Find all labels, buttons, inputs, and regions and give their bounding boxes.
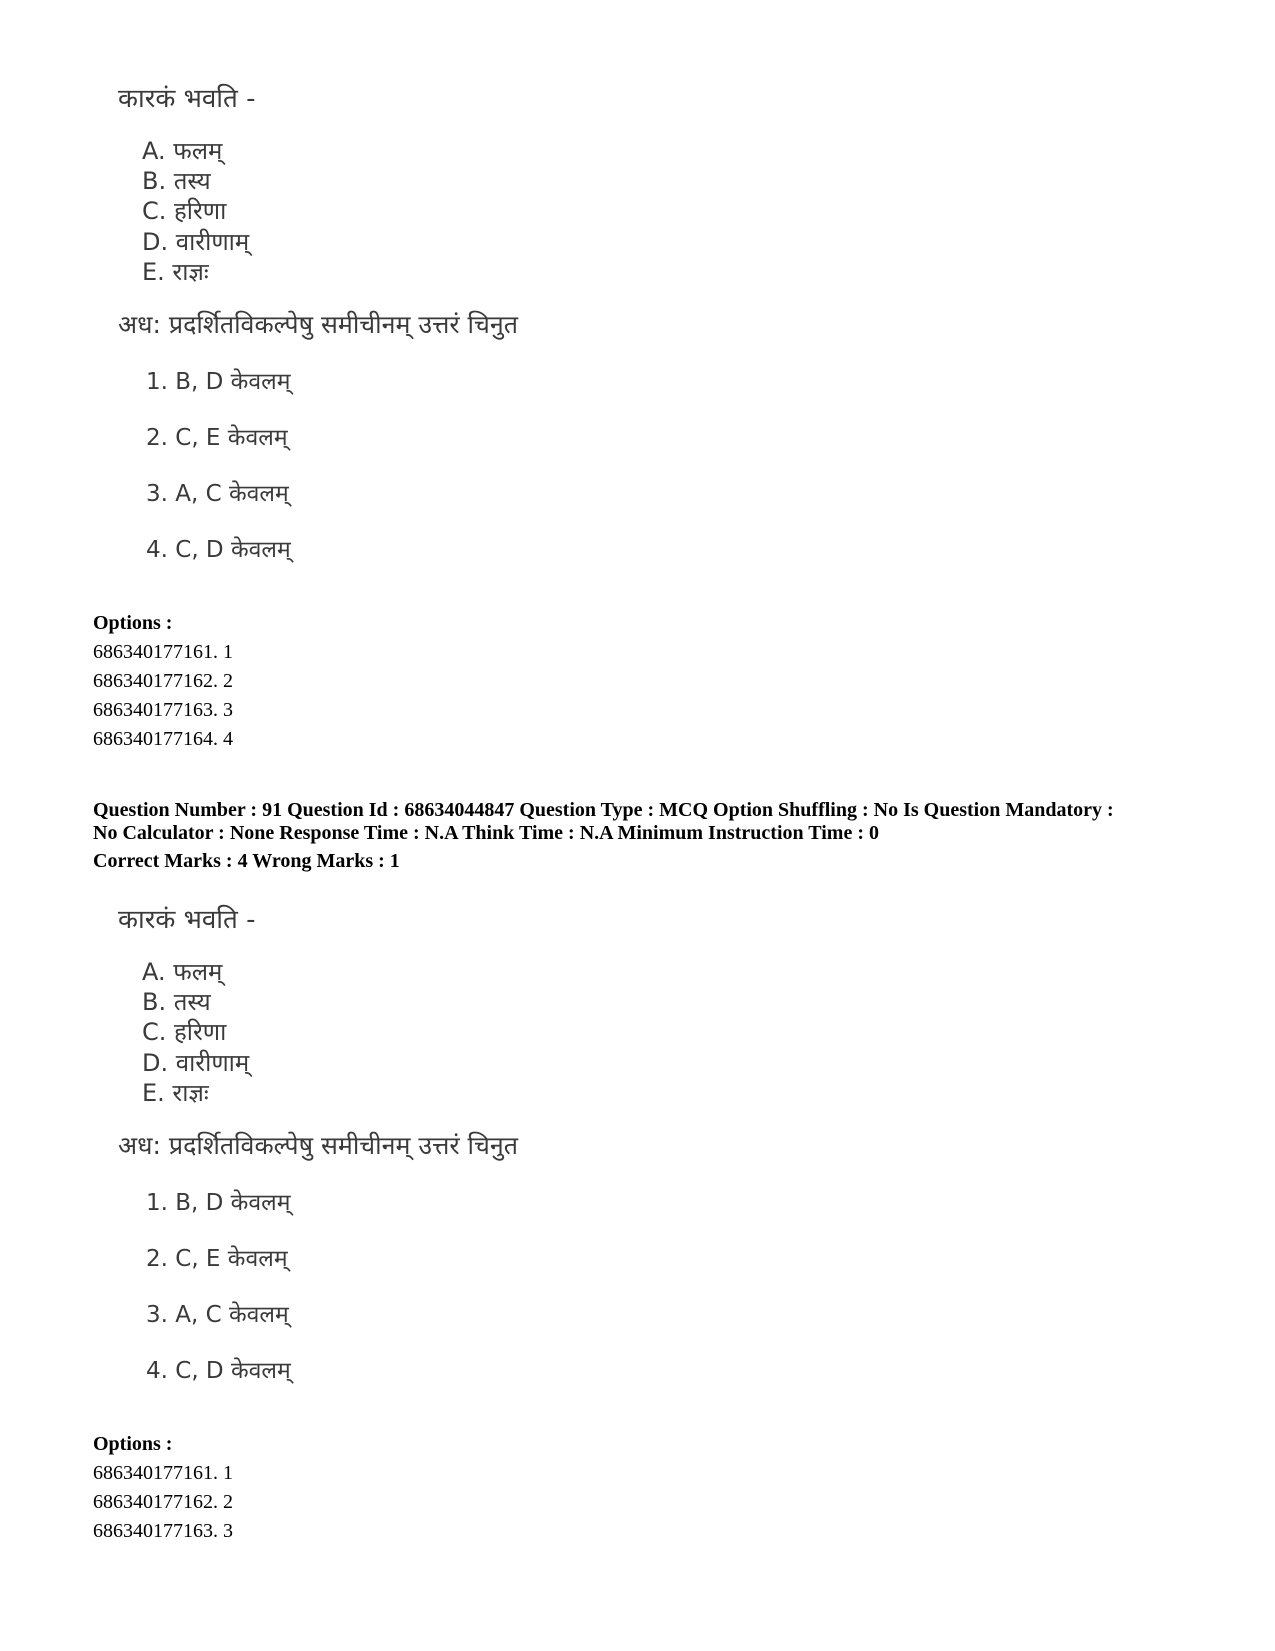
option-row: 686340177162. 2 xyxy=(93,670,233,692)
option-row: 686340177164. 4 xyxy=(93,728,233,750)
statement-e: E. राज्ञः xyxy=(142,1079,209,1107)
option-row: 686340177163. 3 xyxy=(93,1520,233,1542)
option-row: 686340177163. 3 xyxy=(93,699,233,721)
statement-d: D. वारीणाम् xyxy=(142,1049,250,1077)
question-prompt: कारकं भवति - xyxy=(118,84,256,114)
statement-c: C. हरिणा xyxy=(142,197,227,225)
choice-2: 2. C, E केवलम् xyxy=(146,1246,288,1272)
choice-4: 4. C, D केवलम् xyxy=(146,537,291,563)
options-label: Options : xyxy=(93,612,173,634)
statement-d: D. वारीणाम् xyxy=(142,228,250,256)
options-label: Options : xyxy=(93,1433,173,1455)
question-instruction: अध: प्रदर्शितविकल्पेषु समीचीनम् उत्तरं चिनुत xyxy=(118,310,519,339)
option-row: 686340177161. 1 xyxy=(93,641,233,663)
statement-e: E. राज्ञः xyxy=(142,258,209,286)
statement-c: C. हरिणा xyxy=(142,1018,227,1046)
question-image-1 xyxy=(0,82,1275,602)
question-instruction: अध: प्रदर्शितविकल्पेषु समीचीनम् उत्तरं चिनुत xyxy=(118,1131,519,1160)
choice-1: 1. B, D केवलम् xyxy=(146,369,291,395)
choice-3: 3. A, C केवलम् xyxy=(146,1302,289,1328)
statement-b: B. तस्य xyxy=(142,167,211,195)
option-row: 686340177162. 2 xyxy=(93,1491,233,1513)
choice-1: 1. B, D केवलम् xyxy=(146,1190,291,1216)
option-row: 686340177161. 1 xyxy=(93,1462,233,1484)
choice-4: 4. C, D केवलम् xyxy=(146,1358,291,1384)
statement-a: A. फलम् xyxy=(142,137,223,165)
statement-b: B. तस्य xyxy=(142,988,211,1016)
question-prompt: कारकं भवति - xyxy=(118,905,256,935)
question-image-2 xyxy=(0,903,1275,1423)
question-meta-line-1: Question Number : 91 Question Id : 68634044847 Question Type : MCQ Option Shuffling : No Is Question Mandatory : xyxy=(93,799,1114,821)
choice-2: 2. C, E केवलम् xyxy=(146,425,288,451)
question-meta-line-2: No Calculator : None Response Time : N.A Think Time : N.A Minimum Instruction Time : 0 xyxy=(93,822,879,844)
question-marks: Correct Marks : 4 Wrong Marks : 1 xyxy=(93,850,400,872)
choice-3: 3. A, C केवलम् xyxy=(146,481,289,507)
statement-a: A. फलम् xyxy=(142,958,223,986)
